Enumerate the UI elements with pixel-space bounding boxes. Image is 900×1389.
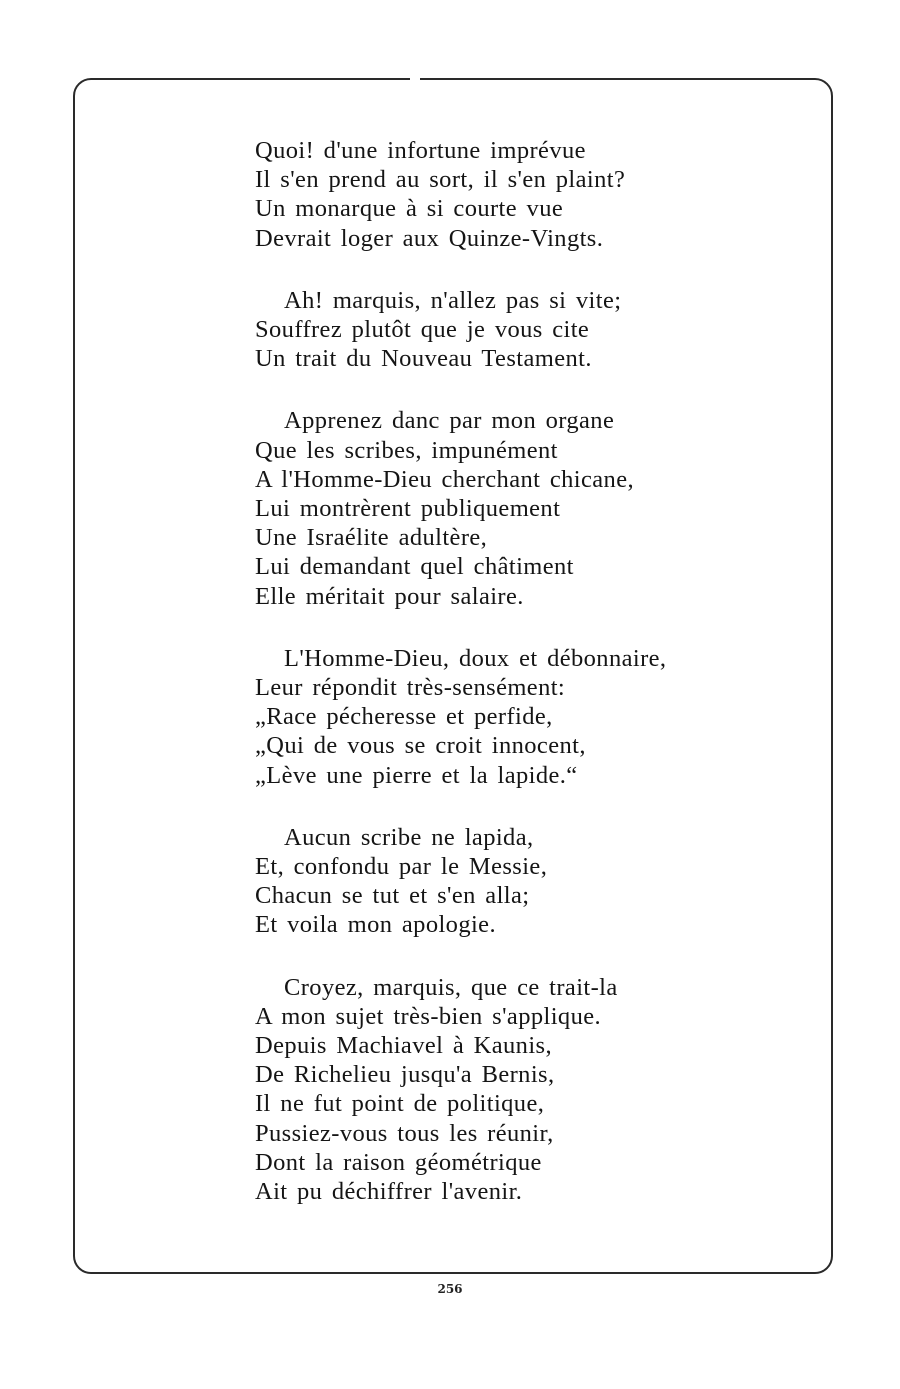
- poem-line: Quoi! d'une infortune imprévue: [255, 137, 586, 164]
- poem-line: Lui demandant quel châtiment: [255, 553, 574, 581]
- poem-line: Apprenez danc par mon organe: [284, 407, 615, 435]
- poem-line: „Lève une pierre et la lapide.“: [255, 761, 578, 789]
- poem-line: Un monarque à si courte vue: [255, 195, 564, 223]
- poem-line: Il ne fut point de politique,: [255, 1090, 545, 1118]
- poem-line: Souffrez plutôt que je vous cite: [255, 316, 590, 344]
- poem-line: Et, confondu par le Messie,: [255, 853, 548, 881]
- poem-line: Pussiez-vous tous les réunir,: [255, 1119, 554, 1147]
- poem-line: Lui montrèrent publiquement: [255, 495, 561, 523]
- poem-line: A l'Homme-Dieu cherchant chicane,: [255, 465, 634, 493]
- stanza-5: [255, 823, 735, 940]
- poem-line: Devrait loger aux Quinze-Vingts.: [255, 224, 604, 252]
- poem-line: Il s'en prend au sort, il s'en plaint?: [255, 166, 626, 194]
- poem-line: L'Homme-Dieu, doux et débonnaire,: [284, 644, 667, 672]
- poem-line: Elle méritait pour salaire.: [255, 582, 524, 610]
- poem-line: „Qui de vous se croit innocent,: [255, 732, 586, 760]
- poem-line: A mon sujet très-bien s'applique.: [255, 1002, 602, 1030]
- poem-line: Que les scribes, impunément: [255, 436, 558, 464]
- poem-line: De Richelieu jusqu'a Bernis,: [255, 1061, 555, 1089]
- frame-gap: [410, 74, 420, 82]
- poem-line: Un trait du Nouveau Testament.: [255, 345, 592, 373]
- poem-line: „Race pécheresse et perfide,: [255, 703, 553, 731]
- stanza-4: [255, 644, 735, 790]
- stanza-3: [255, 406, 735, 610]
- poem-line: Ah! marquis, n'allez pas si vite;: [284, 286, 622, 314]
- poem-line: Depuis Machiavel à Kaunis,: [255, 1032, 552, 1060]
- poem-line: Leur répondit très-sensément:: [255, 674, 566, 702]
- poem-line: Croyez, marquis, que ce trait-la: [284, 973, 618, 1001]
- page-number: 256: [437, 1282, 463, 1296]
- poem: [255, 136, 735, 1239]
- poem-line: Ait pu déchiffrer l'avenir.: [255, 1178, 523, 1206]
- poem-line: Une Israélite adultère,: [255, 524, 488, 552]
- poem-line: Chacun se tut et s'en alla;: [255, 882, 530, 910]
- stanza-6: [255, 973, 735, 1207]
- poem-line: Et voila mon apologie.: [255, 911, 496, 939]
- stanza-2: [255, 286, 735, 374]
- poem-line: Dont la raison géométrique: [255, 1148, 542, 1176]
- stanza-1: [255, 136, 735, 253]
- poem-line: Aucun scribe ne lapida,: [284, 823, 534, 851]
